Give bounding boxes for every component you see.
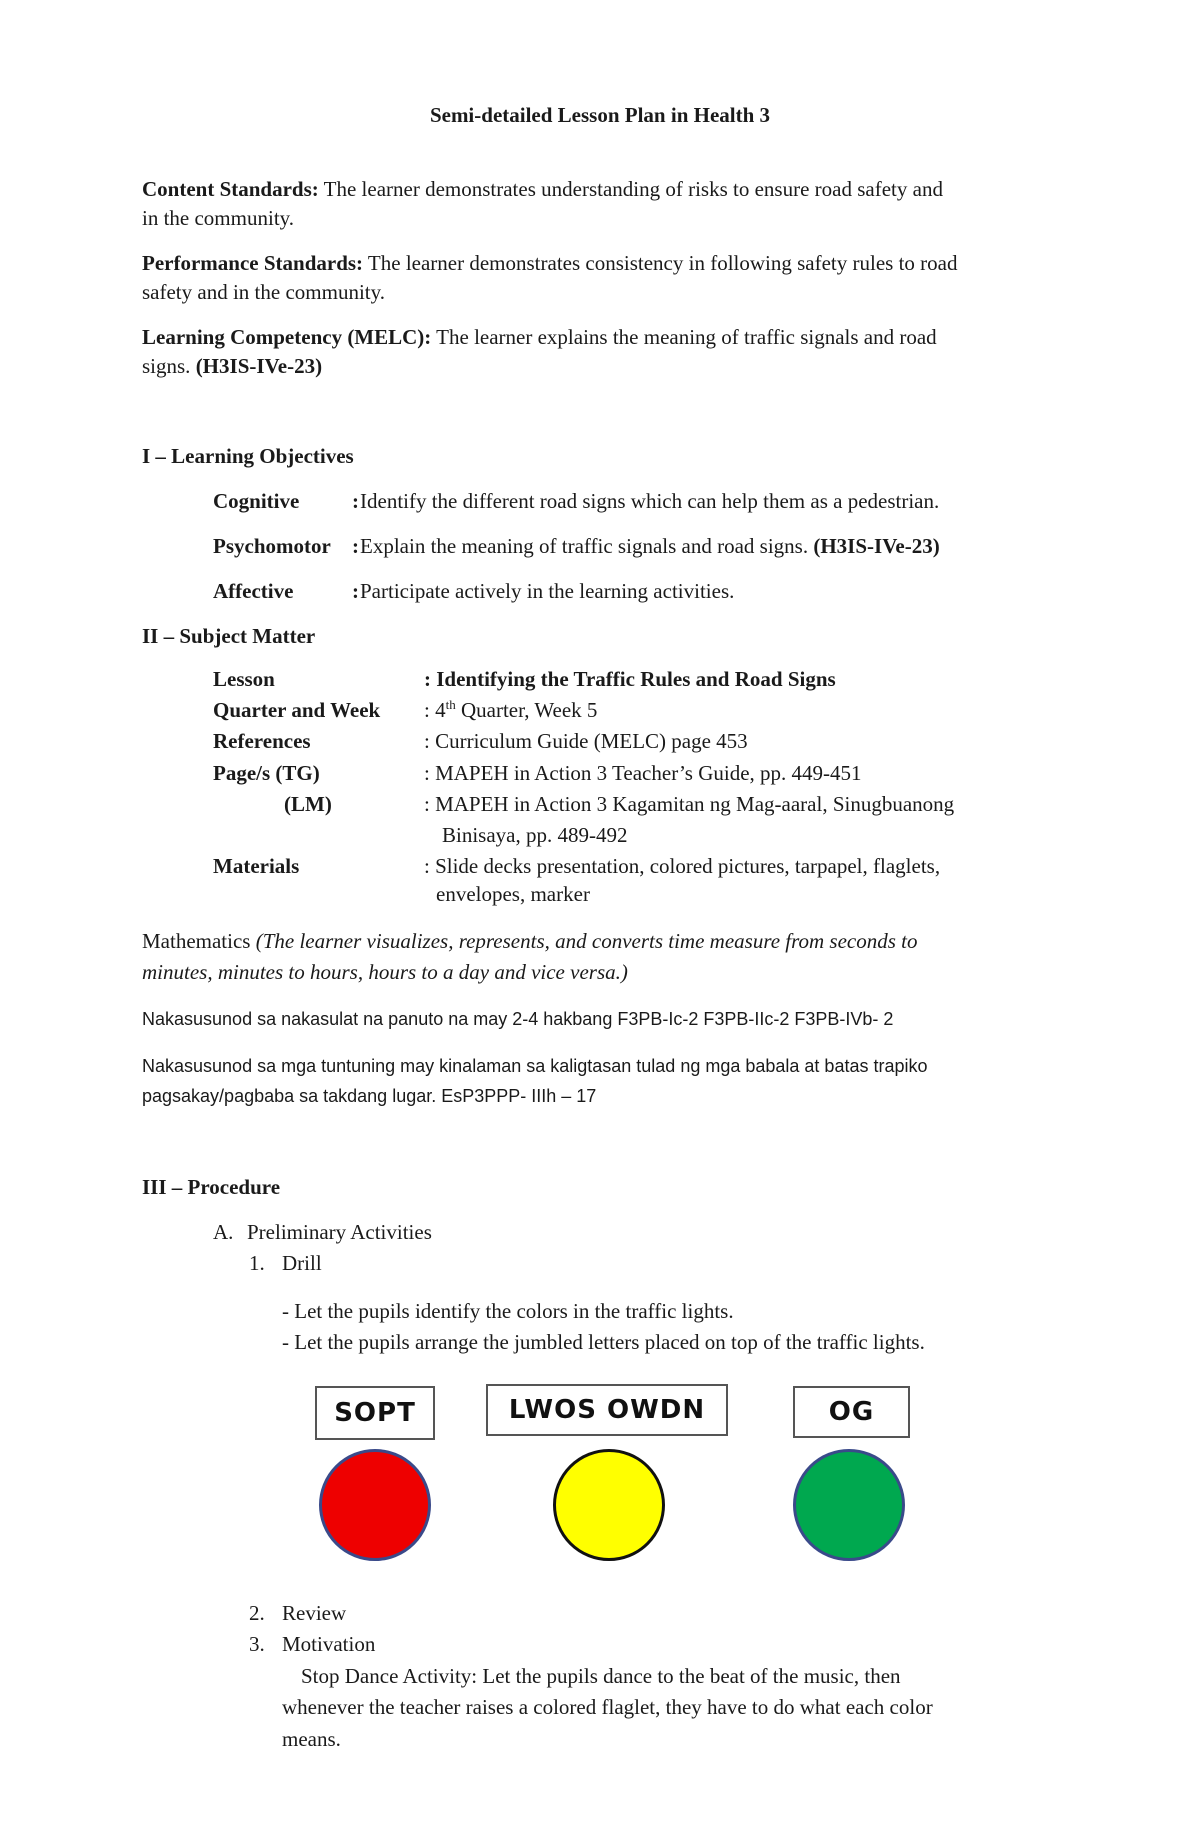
math-text-cont: minutes, minutes to hours, hours to a day and vice versa.) <box>142 960 628 984</box>
lesson-value: : Identifying the Traffic Rules and Road Signs <box>424 667 836 691</box>
procedure-a-marker: A. <box>213 1220 234 1244</box>
pages-tg-label: Page/s (TG) <box>213 761 320 785</box>
lesson-label: Lesson <box>213 667 275 691</box>
objective-sep-affective: : <box>352 579 359 603</box>
objective-sep-psychomotor: : <box>352 534 359 558</box>
objectives-heading: I – Learning Objectives <box>142 444 354 468</box>
math-text: (The learner visualizes, represents, and converts time measure from seconds to <box>255 929 918 953</box>
performance-standards-text-cont: safety and in the community. <box>142 280 385 304</box>
learning-competency-label: Learning Competency (MELC): <box>142 325 432 349</box>
performance-standards-text: The learner demonstrates consistency in following safety rules to road <box>363 251 958 275</box>
procedure-heading: III – Procedure <box>142 1175 281 1199</box>
drill-title: Drill <box>282 1251 322 1275</box>
esp-integration: Nakasusunod sa mga tuntuning may kinalaman sa kaligtasan tulad ng mga babala at batas trapiko <box>142 1056 928 1076</box>
content-standards <box>142 174 943 204</box>
drill-instruction-2: - Let the pupils arrange the jumbled letters placed on top of the traffic lights. <box>282 1330 925 1354</box>
quarter-value-a: : 4 <box>424 698 446 722</box>
quarter-value-sup: th <box>445 697 456 712</box>
jumbled-word-slow-down: LWOS OWDN <box>486 1384 728 1436</box>
objective-text-cognitive: Identify the different road signs which can help them as a pedestrian. <box>360 489 940 513</box>
learning-competency-text-cont: signs. <box>142 354 196 378</box>
procedure-a-text: Preliminary Activities <box>247 1220 432 1244</box>
objective-sep-cognitive: : <box>352 489 359 513</box>
content-standards-text-cont: in the community. <box>142 206 295 230</box>
drill-number: 1. <box>249 1251 265 1275</box>
materials-value: : Slide decks presentation, colored pictures, tarpapel, flaglets, <box>424 854 941 878</box>
objective-text-psychomotor: Explain the meaning of traffic signals and road signs. <box>360 534 814 558</box>
pages-lm-value-cont: Binisaya, pp. 489-492 <box>442 823 628 847</box>
objective-psychomotor <box>360 531 940 561</box>
content-standards-text: The learner demonstrates understanding of risks to ensure road safety and <box>318 177 943 201</box>
objective-code-psychomotor: (H3IS-IVe-23) <box>813 534 940 558</box>
motivation-text-2: whenever the teacher raises a colored flaglet, they have to do what each color <box>282 1695 933 1719</box>
references-label: References <box>213 729 311 753</box>
pages-lm-label: (LM) <box>284 792 332 816</box>
jumbled-word-stop: SOPT <box>315 1386 435 1440</box>
pages-lm-value: : MAPEH in Action 3 Kagamitan ng Mag-aaral, Sinugbuanong <box>424 792 955 816</box>
motivation-text-3: means. <box>282 1727 341 1751</box>
materials-value-cont: envelopes, marker <box>436 882 590 906</box>
drill-instruction-1: - Let the pupils identify the colors in the traffic lights. <box>282 1299 734 1323</box>
math-label: Mathematics <box>142 929 256 953</box>
motivation-title: Motivation <box>282 1632 376 1656</box>
filipino-integration: Nakasusunod sa nakasulat na panuto na may 2-4 hakbang F3PB-Ic-2 F3PB-IIc-2 F3PB-IVb- 2 <box>142 1009 894 1029</box>
objective-text-affective: Participate actively in the learning activities. <box>360 579 735 603</box>
motivation-number: 3. <box>249 1632 265 1656</box>
subject-matter-heading: II – Subject Matter <box>142 624 316 648</box>
yellow-traffic-light <box>553 1449 665 1561</box>
performance-standards <box>142 248 958 278</box>
jumbled-word-go: OG <box>793 1386 910 1438</box>
learning-competency-cont <box>142 351 322 381</box>
motivation-text-1: Stop Dance Activity: Let the pupils dance to the beat of the music, then <box>301 1664 901 1688</box>
materials-label: Materials <box>213 854 300 878</box>
green-traffic-light <box>793 1449 905 1561</box>
learning-competency-text: The learner explains the meaning of traffic signals and road <box>431 325 937 349</box>
learning-competency-code: (H3IS-IVe-23) <box>195 354 323 378</box>
red-traffic-light <box>319 1449 431 1561</box>
esp-integration-cont: pagsakay/pagbaba sa takdang lugar. EsP3PPP- IIIh – 17 <box>142 1086 597 1106</box>
quarter-value-b: Quarter, Week 5 <box>455 698 598 722</box>
review-number: 2. <box>249 1601 265 1625</box>
objective-label-affective: Affective <box>213 579 294 603</box>
performance-standards-label: Performance Standards: <box>142 251 364 275</box>
review-title: Review <box>282 1601 347 1625</box>
objective-label-cognitive: Cognitive <box>213 489 300 513</box>
quarter-value <box>424 695 597 725</box>
content-standards-label: Content Standards: <box>142 177 319 201</box>
objective-label-psychomotor: Psychomotor <box>213 534 331 558</box>
references-value: : Curriculum Guide (MELC) page 453 <box>424 729 748 753</box>
pages-tg-value: : MAPEH in Action 3 Teacher’s Guide, pp. 449-451 <box>424 761 862 785</box>
page-title: Semi-detailed Lesson Plan in Health 3 <box>429 103 771 127</box>
math-integration <box>142 926 918 956</box>
learning-competency <box>142 322 937 352</box>
quarter-label: Quarter and Week <box>213 698 381 722</box>
